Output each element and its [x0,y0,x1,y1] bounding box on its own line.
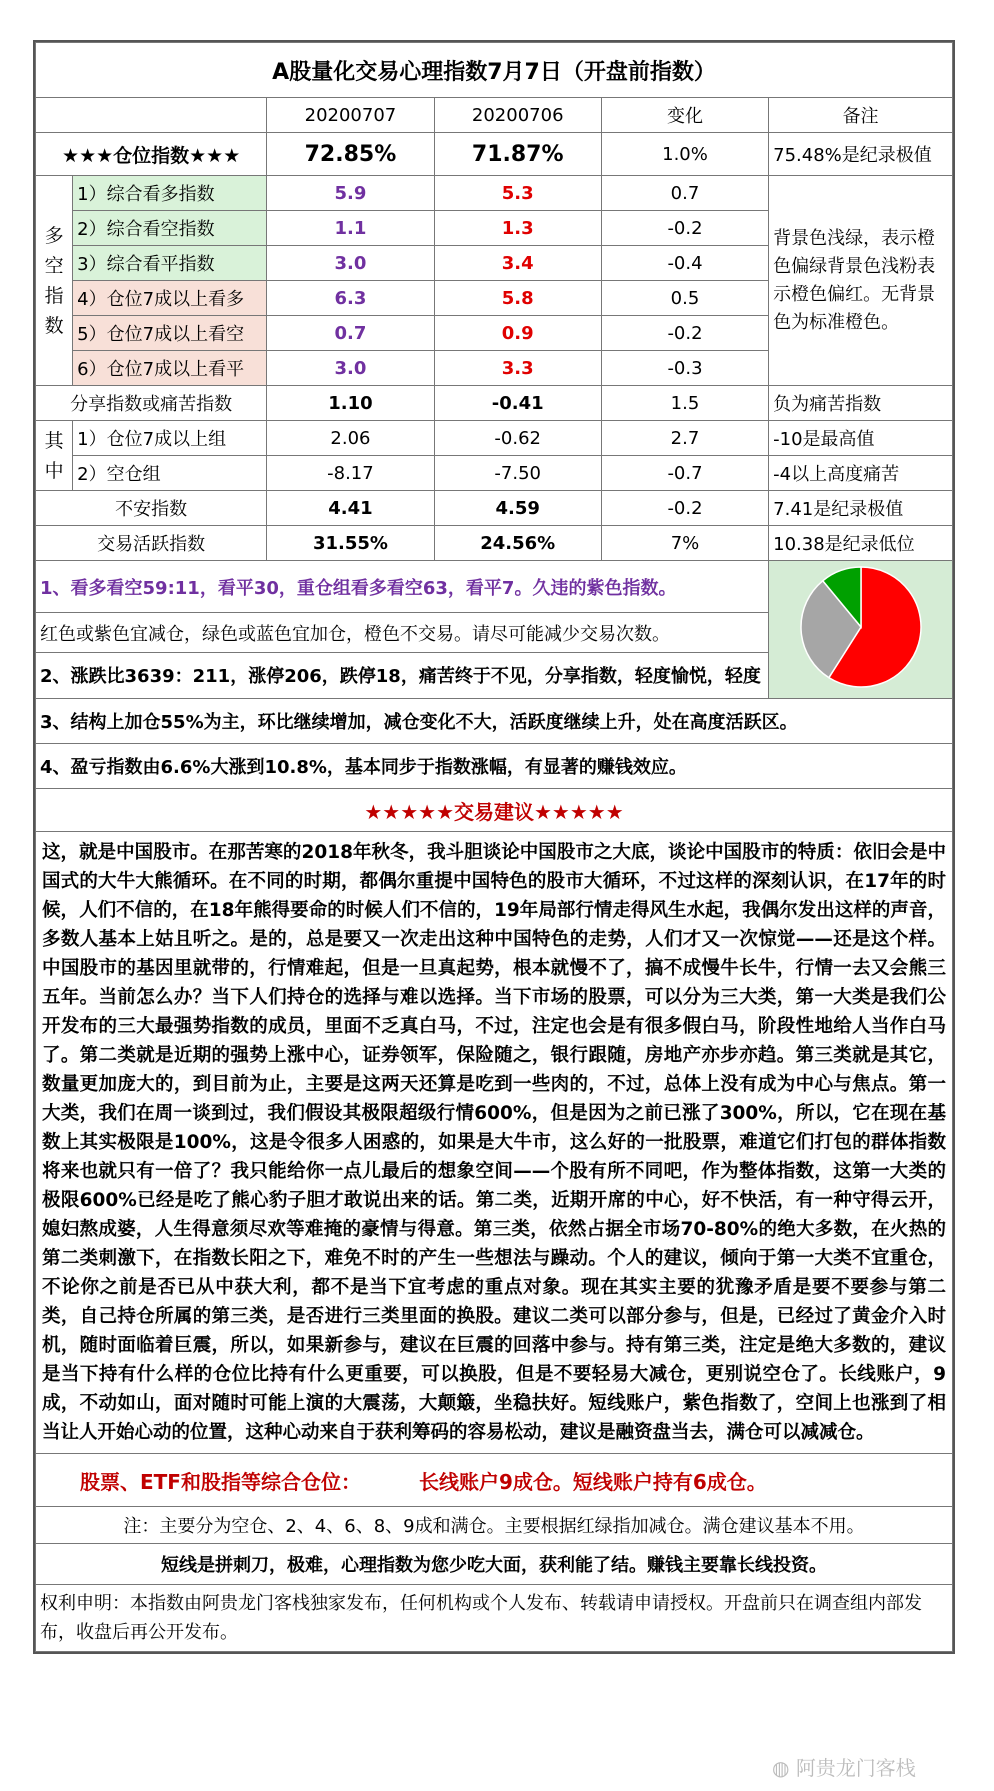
summary-line-4: 4、盈亏指数由6.6%大涨到10.8%，基本同步于指数涨幅，有显著的赚钱效应。 [36,744,953,789]
sub-row-note: -10是最高值 [769,421,953,456]
activity-change: 7% [601,526,768,561]
summary-line-1b: 红色或紫色宜减仓，绿色或蓝色宜加仓，橙色不交易。请尽可能减少交易次数。 [36,613,769,653]
multi-row-v1: 3.0 [267,351,434,386]
wechat-icon: ◍ [772,1756,790,1780]
header-note: 备注 [769,98,953,133]
activity-v1: 31.55% [267,526,434,561]
page-title: A股量化交易心理指数7月7日（开盘前指数） [36,43,953,98]
unease-note: 7.41是纪录极值 [769,491,953,526]
multi-row-change: -0.2 [601,316,768,351]
multi-row-v1: 5.9 [267,176,434,211]
multi-row-v2: 3.3 [434,351,601,386]
header-blank [36,98,267,133]
multi-row-label: 3）综合看平指数 [73,246,267,281]
index-table [35,42,953,1652]
note-line: 注：主要分为空仓、2、4、6、8、9成和满仓。主要根据红绿指加减仓。满仓建议基本不用。 [36,1507,953,1544]
multi-row-v2: 0.9 [434,316,601,351]
sub-row-change: -0.7 [601,456,768,491]
sub-row-v2: -0.62 [434,421,601,456]
multi-row-v1: 1.1 [267,211,434,246]
multi-row-label: 5）仓位7成以上看空 [73,316,267,351]
share-index-label: 分享指数或痛苦指数 [36,386,267,421]
position-index-label: ★★★仓位指数★★★ [36,133,267,176]
multi-row-label: 6）仓位7成以上看平 [73,351,267,386]
multi-row-label: 4）仓位7成以上看多 [73,281,267,316]
share-index-v2: -0.41 [434,386,601,421]
summary-line-3: 3、结构上加仓55%为主，环比继续增加，减仓变化不大，活跃度继续上升，处在高度活跃区。 [36,699,953,744]
multi-row-v2: 5.8 [434,281,601,316]
watermark [772,1752,916,1781]
position-index-v1: 72.85% [267,133,434,176]
multi-row-v1: 3.0 [267,246,434,281]
multi-index-label: 多空指数 [36,176,73,386]
multi-row-label: 2）综合看空指数 [73,211,267,246]
advice-title: ★★★★★交易建议★★★★★ [36,789,953,832]
pie-chart-cell [769,561,953,699]
multi-row-v2: 5.3 [434,176,601,211]
unease-label: 不安指数 [36,491,267,526]
sub-row-label: 1）仓位7成以上组 [73,421,267,456]
short-line: 短线是拼刺刀，极难，心理指数为您少吃大面，获利能了结。赚钱主要靠长线投资。 [36,1544,953,1585]
multi-index-note: 背景色浅绿，表示橙色偏绿背景色浅粉表示橙色偏红。无背景色为标准橙色。 [769,176,953,386]
position-index-v2: 71.87% [434,133,601,176]
multi-row-change: 0.7 [601,176,768,211]
watermark-text: 阿贵龙门客栈 [795,1756,916,1780]
multi-row-change: -0.3 [601,351,768,386]
sub-group-label: 其中 [36,421,73,491]
share-index-v1: 1.10 [267,386,434,421]
multi-row-change: 0.5 [601,281,768,316]
activity-v2: 24.56% [434,526,601,561]
share-index-change: 1.5 [601,386,768,421]
activity-label: 交易活跃指数 [36,526,267,561]
multi-row-v2: 1.3 [434,211,601,246]
index-sheet [33,40,955,1654]
position-line-right: 长线账户9成仓。短线账户持有6成仓。 [418,1469,767,1494]
summary-line-1: 1、看多看空59:11，看平30，重仓组看多看空63，看平7。久违的紫色指数。 [36,561,769,613]
header-change: 变化 [601,98,768,133]
multi-row-change: -0.2 [601,211,768,246]
header-date-1: 20200707 [267,98,434,133]
position-line [36,1454,953,1507]
multi-row-v1: 6.3 [267,281,434,316]
sub-row-v2: -7.50 [434,456,601,491]
unease-change: -0.2 [601,491,768,526]
multi-row-v1: 0.7 [267,316,434,351]
share-index-note: 负为痛苦指数 [769,386,953,421]
summary-line-2: 2、涨跌比3639：211，涨停206，跌停18，痛苦终于不见，分享指数，轻度愉悦，轻度 [36,652,769,698]
advice-text: 这，就是中国股市。在那苦寒的2018年秋冬，我斗胆谈论中国股市之大底，谈论中国股市的特质：依旧会是中国式的大牛大熊循环。在不同的时期，都偶尔重提中国特色的股市大循环，不过这样的深刻认识，在17年的时候，人们不信的，在18年熊得要命的时候人们不信的，19年局部行情走得风生水起，我偶尔发出这样的声音，多数人基本上姑且听之。是的，总是要又一次走出这种中国特色的走势，人们才又一次惊觉——还是这个样。中国股市的基因里就带的，行情难起，但是一旦真起势，根本就慢不了，搞不成慢牛长牛，行情一去又会熊三五年。当前怎么办？当下人们持仓的选择与难以选择。当下市场的股票，可以分为三大类，第一大类是我们公开发布的三大最强势指数的成员，里面不乏真白马，不过，注定也会是有很多假白马，阶段性地给人当作白马了。第二类就是近期的强势上涨中心，证券领军，保险随之，银行跟随，房地产亦步亦趋。第三类就是其它，数量更加庞大的，到目前为止，主要是这两天还算是吃到一些肉的，不过，总体上没有成为中心与焦点。第一大类，我们在周一谈到过，我们假设其极限超级行情600%，但是因为之前已涨了300%，所以，它在现在基数上其实极限是100%，这是令很多人困惑的，如果是大牛市，这么好的一批股票，难道它们打包的群体指数将来也就只有一倍了？我只能给你一点儿最后的想象空间——个股有所不同吧，作为整体指数，这第一大类的极限600%已经是吃了熊心豹子胆才敢说出来的话。第二类，近期开席的中心，好不快活，有一种守得云开，媳妇熬成婆，人生得意须尽欢等难掩的豪情与得意。第三类，依然占据全市场70-80%的绝大多数，在火热的第二类刺激下，在指数长阳之下，难免不时的产生一些想法与躁动。个人的建议，倾向于第一大类不宜重仓，不论你之前是否已从中获大利，都不是当下宜考虑的重点对象。现在其实主要的犹豫矛盾是要不要参与第二类，自己持仓所属的第三类，是否进行三类里面的换股。建议二类可以部分参与，但是，已经过了黄金介入时机，随时面临着巨震，所以，如果新参与，建议在巨震的回落中参与。持有第三类，注定是绝大多数的，建议是当下持有什么样的仓位比持有什么更重要，可以换股，但是不要轻易大减仓，更别说空仓了。长线账户，9成，不动如山，面对随时可能上演的大震荡，大颠簸，坐稳扶好。短线账户，紫色指数了，空间上也涨到了相当让人开始心动的位置，这种心动来自于获利筹码的容易松动，建议是融资盘当去，满仓可以减减仓。 [36,832,953,1454]
unease-v2: 4.59 [434,491,601,526]
sub-row-change: 2.7 [601,421,768,456]
multi-row-change: -0.4 [601,246,768,281]
sub-row-v1: -8.17 [267,456,434,491]
position-index-note: 75.48%是纪录极值 [769,133,953,176]
multi-row-label: 1）综合看多指数 [73,176,267,211]
unease-v1: 4.41 [267,491,434,526]
position-index-change: 1.0% [601,133,768,176]
multi-row-v2: 3.4 [434,246,601,281]
sub-row-label: 2）空仓组 [73,456,267,491]
header-date-2: 20200706 [434,98,601,133]
sub-row-note: -4以上高度痛苦 [769,456,953,491]
position-line-left: 股票、ETF和股指等综合仓位： [80,1469,361,1494]
sub-row-v1: 2.06 [267,421,434,456]
rights-statement: 权利申明：本指数由阿贵龙门客栈独家发布，任何机构或个人发布、转载请申请授权。开盘前只在调查组内部发布，收盘后再公开发布。 [36,1585,953,1652]
activity-note: 10.38是纪录低位 [769,526,953,561]
pie-chart [793,561,929,693]
